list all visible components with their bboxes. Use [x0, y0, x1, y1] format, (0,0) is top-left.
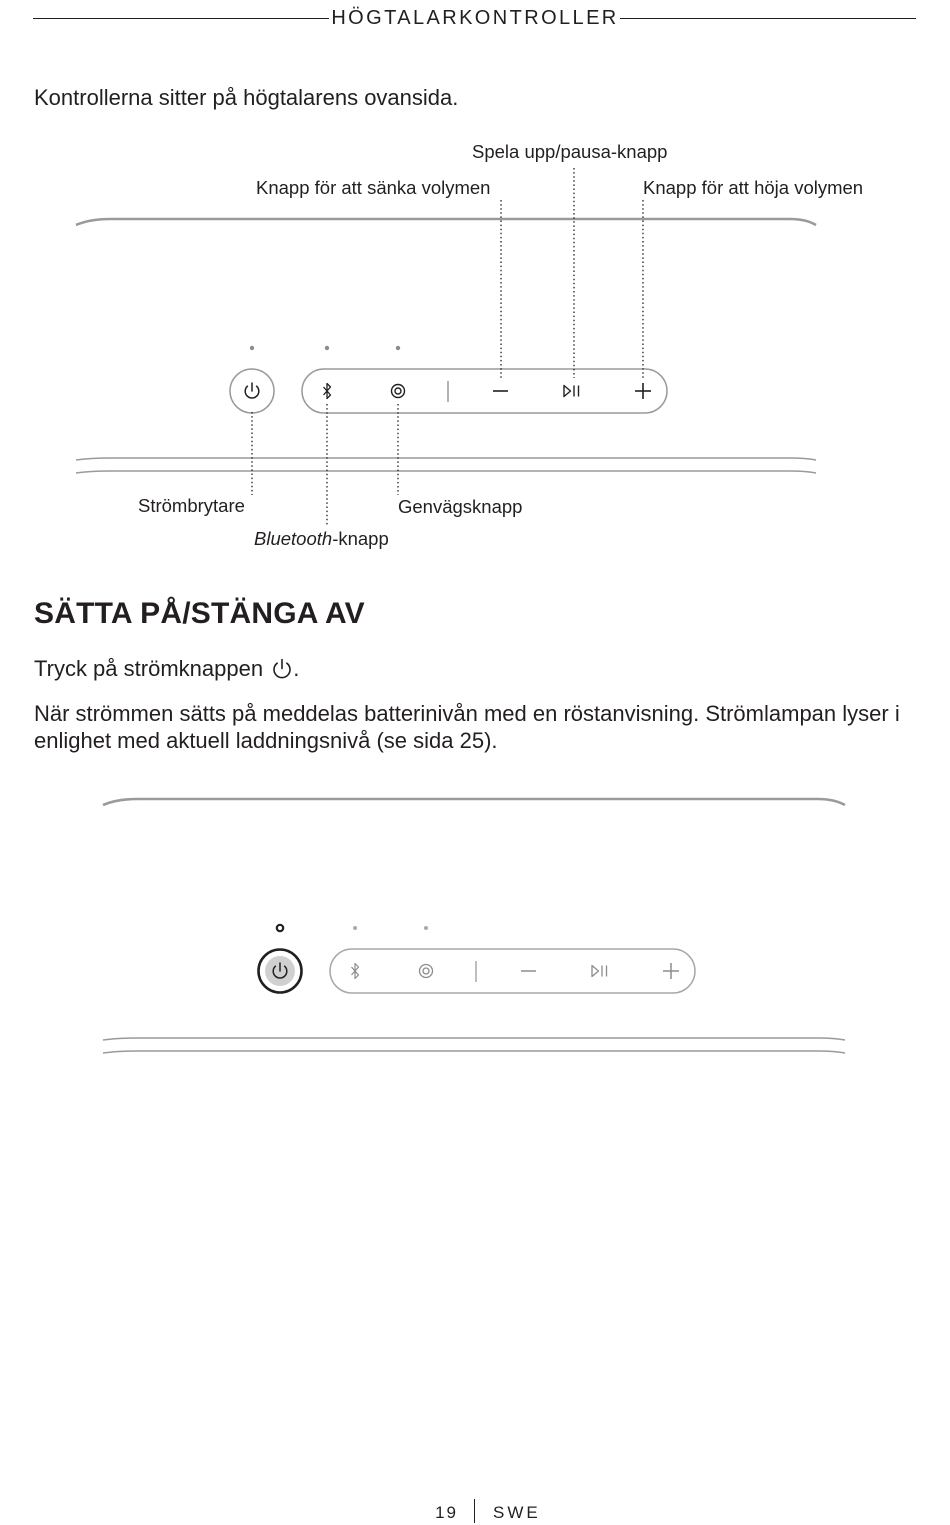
control-strip — [330, 949, 695, 993]
footer-language: SWE — [493, 1503, 541, 1522]
section-title: SÄTTA PÅ/STÄNGA AV — [34, 597, 365, 630]
bluetooth-indicator-light — [353, 926, 357, 930]
page-number: 19 — [435, 1503, 458, 1522]
power-indicator-light-highlighted — [277, 925, 283, 931]
power-icon — [271, 657, 293, 679]
footer-separator — [474, 1499, 475, 1523]
label-volume-up-button: Knapp för att höja volymen — [643, 177, 864, 198]
speaker-bottom-edge-2 — [76, 471, 816, 473]
control-strip — [302, 369, 667, 413]
shortcut-indicator-light — [396, 346, 400, 350]
power-indicator-light — [250, 346, 254, 350]
speaker-top-edge — [76, 219, 816, 225]
instruction-text: Tryck på strömknappen — [34, 656, 264, 681]
label-bluetooth-italic: Bluetooth — [254, 528, 333, 549]
label-play-pause-button: Spela upp/pausa-knapp — [472, 141, 668, 162]
speaker-bottom-edge-1 — [76, 458, 816, 460]
page-header-title: HÖGTALARKONTROLLER — [331, 7, 619, 29]
bluetooth-indicator-light — [325, 346, 329, 350]
shortcut-indicator-light — [424, 926, 428, 930]
speaker-bottom-edge-1 — [103, 1038, 845, 1040]
label-bluetooth-button — [254, 528, 389, 550]
instruction-paragraph — [34, 655, 914, 682]
intro-text: Kontrollerna sitter på högtalarens ovansida. — [34, 85, 459, 110]
header-rule-right — [620, 18, 916, 19]
label-power-button: Strömbrytare — [138, 495, 245, 516]
label-shortcut-button: Genvägsknapp — [398, 496, 523, 517]
label-volume-down-button: Knapp för att sänka volymen — [256, 177, 491, 198]
power-button-diagram — [0, 780, 950, 1080]
speaker-top-edge — [103, 799, 845, 805]
label-bluetooth-suffix: -knapp — [332, 528, 389, 549]
description-paragraph: När strömmen sätts på meddelas batterinivån med en röstanvisning. Strömlampan lyser i enlighet med aktuell laddningsnivå (se sida 25). — [34, 701, 900, 753]
instruction-end: . — [293, 656, 300, 681]
speaker-bottom-edge-2 — [103, 1051, 845, 1053]
